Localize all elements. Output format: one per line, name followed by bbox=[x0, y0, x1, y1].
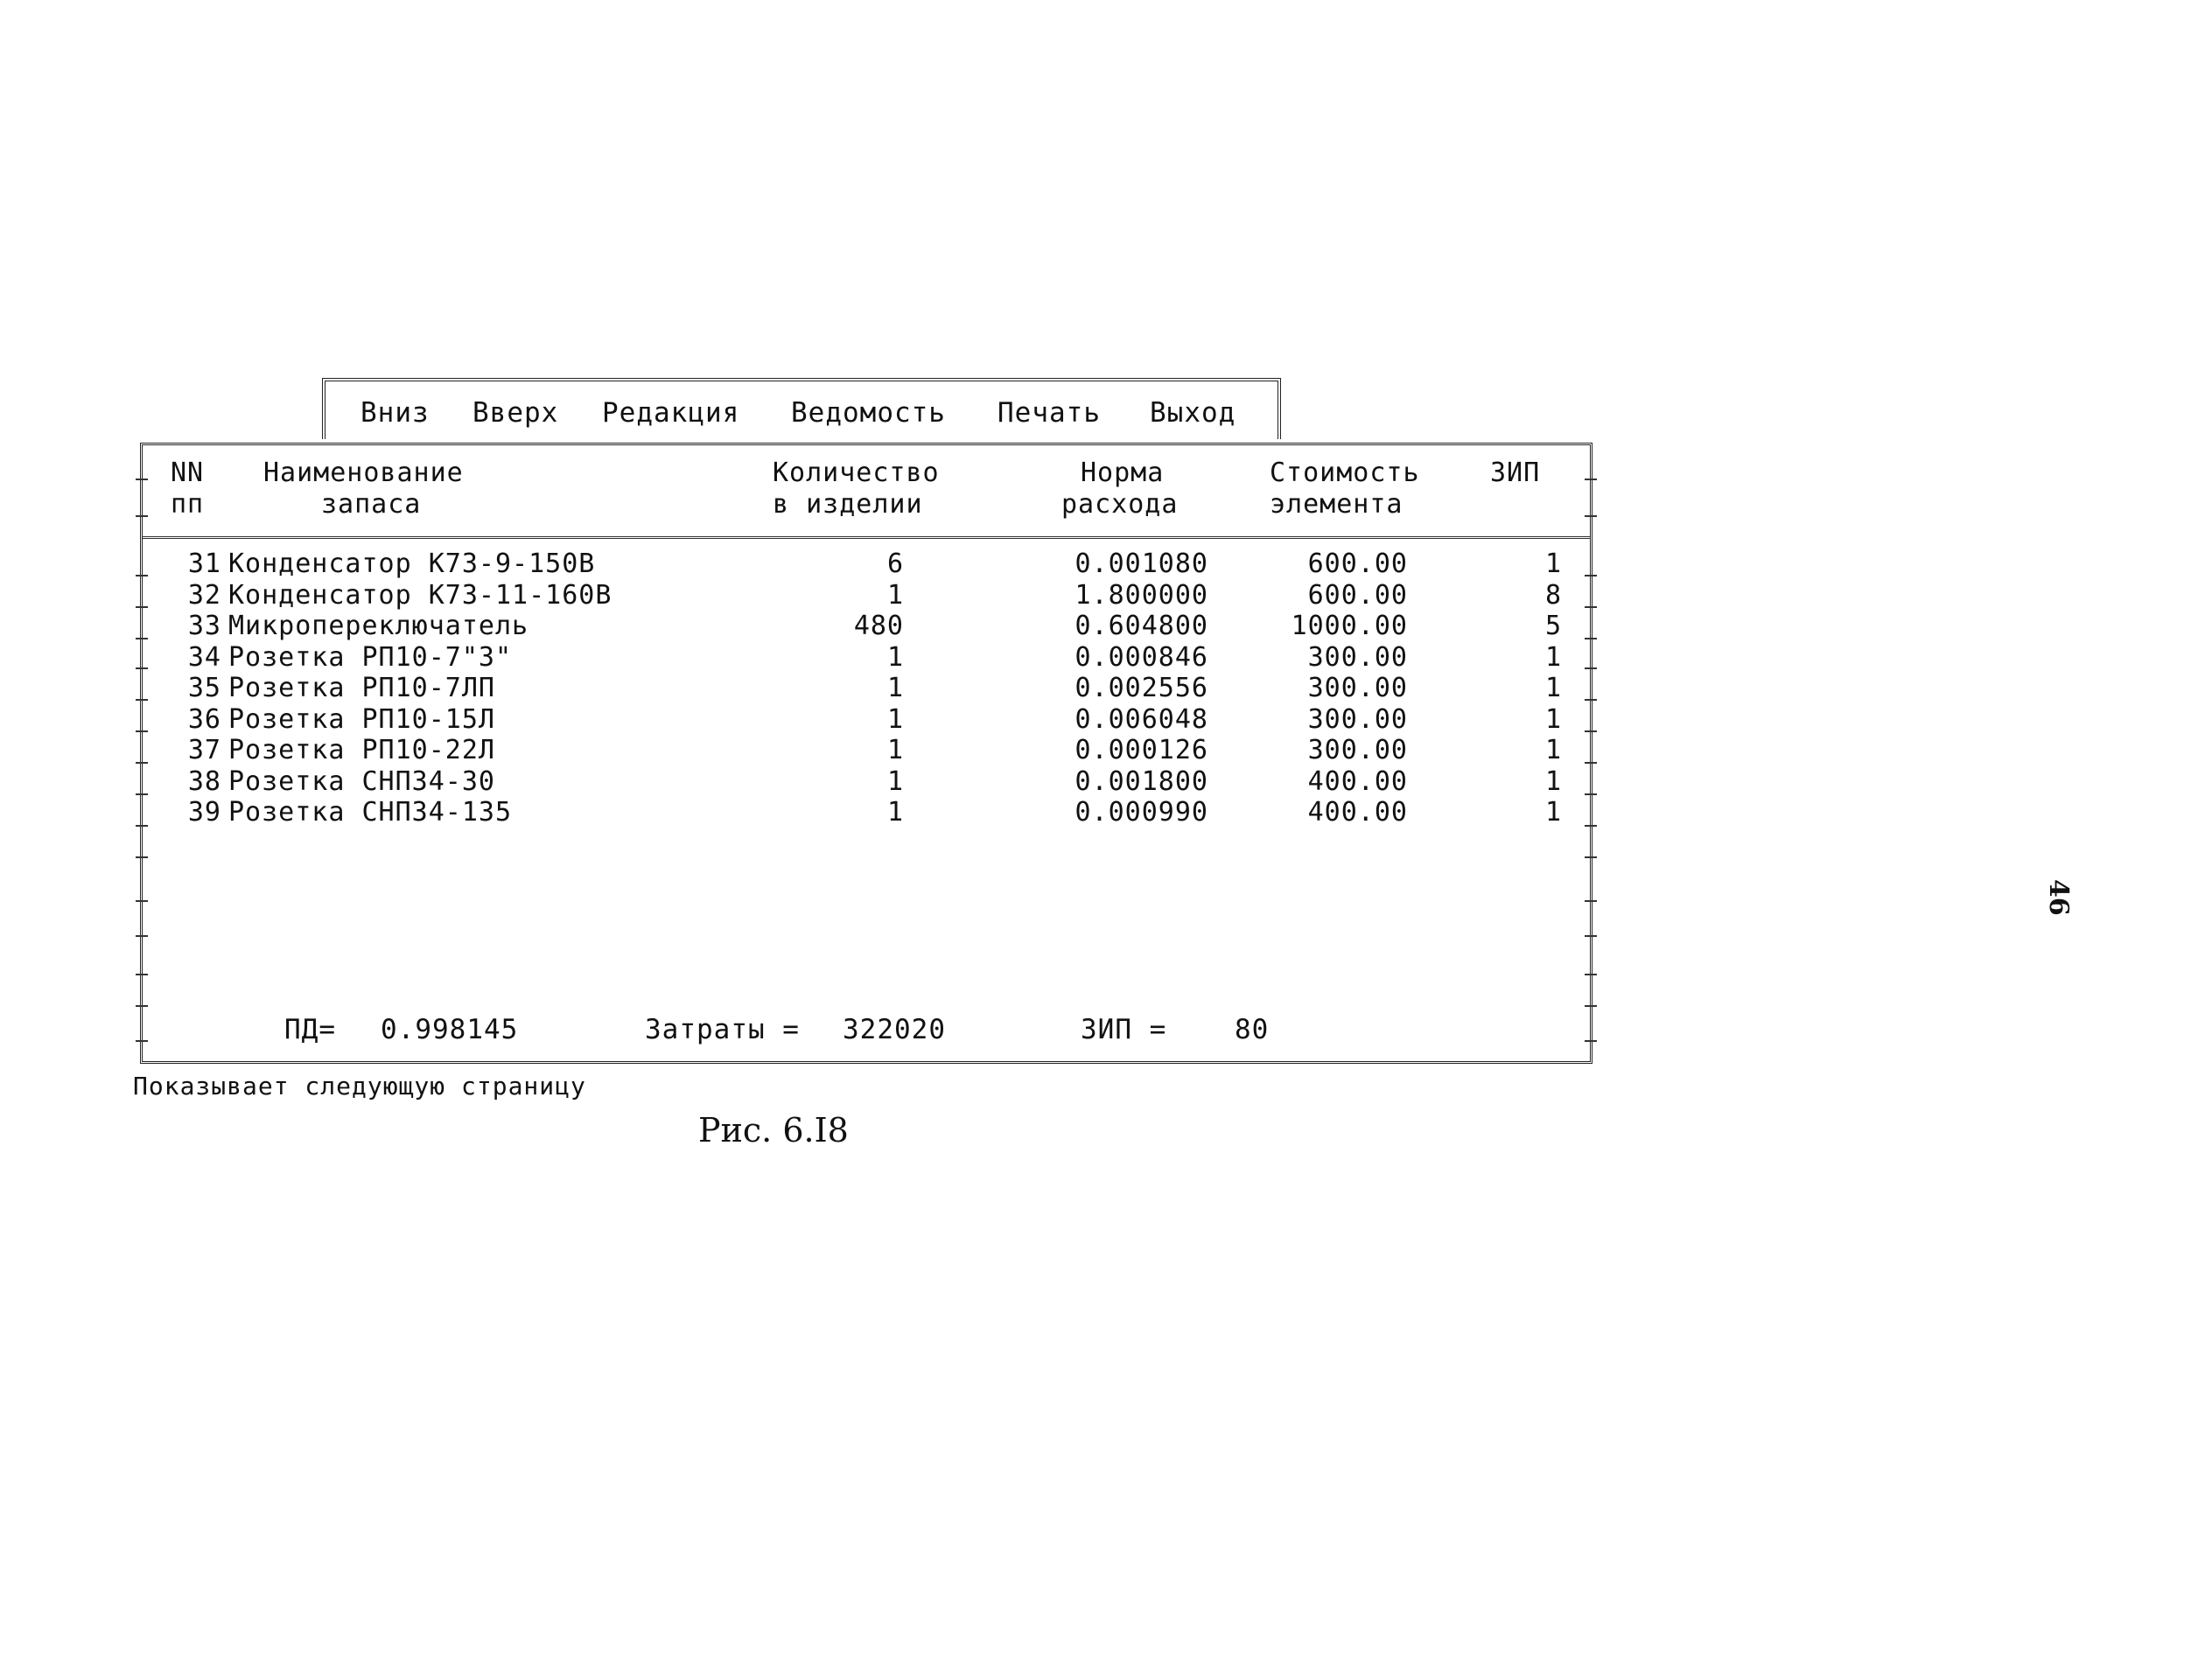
col-head-nn: NN пп bbox=[171, 458, 205, 520]
cell-qty: 1 bbox=[886, 765, 904, 797]
col-head-zip: ЗИП bbox=[1490, 458, 1541, 488]
border-tick bbox=[136, 730, 148, 732]
cell-name: Розетка РП10-15Л bbox=[228, 703, 495, 735]
cell-norm: 0.000846 bbox=[1074, 641, 1208, 673]
border-tick bbox=[1585, 1005, 1597, 1007]
cell-qty: 1 bbox=[886, 735, 904, 765]
border-tick bbox=[136, 699, 148, 701]
menu-bar bbox=[322, 378, 1281, 439]
border-tick bbox=[1585, 667, 1597, 669]
cell-qty: 1 bbox=[886, 797, 904, 828]
border-tick bbox=[136, 1005, 148, 1007]
cell-qty: 6 bbox=[886, 549, 904, 579]
border-tick bbox=[1585, 1040, 1597, 1042]
border-tick bbox=[1585, 825, 1597, 827]
cell-nn: 36 bbox=[187, 703, 221, 735]
menu-edit[interactable]: Редакция bbox=[602, 397, 740, 429]
table-row[interactable] bbox=[143, 766, 1595, 797]
table-row[interactable] bbox=[143, 580, 1595, 611]
border-tick bbox=[136, 825, 148, 827]
cell-cost: 400.00 bbox=[1307, 765, 1408, 797]
border-tick bbox=[1585, 638, 1597, 639]
cell-name: Розетка РП10-7"3" bbox=[228, 641, 513, 673]
border-tick bbox=[1585, 515, 1597, 517]
cell-nn: 38 bbox=[187, 765, 221, 797]
cell-qty: 1 bbox=[886, 673, 904, 703]
col-head-qty: Количество в изделии bbox=[773, 458, 940, 520]
border-tick bbox=[136, 856, 148, 858]
cell-name: Конденсатор К73-11-160В bbox=[228, 579, 612, 611]
cell-zip: 1 bbox=[1544, 797, 1562, 828]
zip-total-label: ЗИП = bbox=[1081, 1014, 1167, 1045]
cell-qty: 1 bbox=[886, 579, 904, 611]
col-head-name: Наименование запаса bbox=[263, 458, 464, 520]
border-tick bbox=[136, 974, 148, 975]
menu-print[interactable]: Печать bbox=[998, 397, 1101, 429]
border-tick bbox=[136, 1040, 148, 1042]
cell-name: Розетка РП10-7ЛП bbox=[228, 673, 495, 703]
cell-cost: 300.00 bbox=[1307, 703, 1408, 735]
border-tick bbox=[136, 515, 148, 517]
cell-name: Розетка РП10-22Л bbox=[228, 735, 495, 765]
cell-name: Розетка СНП34-135 bbox=[228, 797, 513, 828]
cell-norm: 0.001800 bbox=[1074, 765, 1208, 797]
cell-cost: 400.00 bbox=[1307, 797, 1408, 828]
border-tick bbox=[136, 935, 148, 937]
reserve-table bbox=[140, 443, 1592, 1064]
cell-norm: 0.002556 bbox=[1074, 673, 1208, 703]
border-tick bbox=[136, 667, 148, 669]
border-tick bbox=[136, 762, 148, 764]
cell-zip: 1 bbox=[1544, 549, 1562, 579]
cell-qty: 480 bbox=[853, 611, 904, 641]
cell-name: Розетка СНП34-30 bbox=[228, 765, 495, 797]
border-tick bbox=[1585, 856, 1597, 858]
border-tick bbox=[136, 575, 148, 576]
cell-nn: 39 bbox=[187, 797, 221, 828]
pd-value: 0.998145 bbox=[381, 1014, 519, 1045]
table-row[interactable] bbox=[143, 735, 1595, 765]
menu-down[interactable]: Вниз bbox=[360, 397, 430, 429]
header-divider bbox=[143, 536, 1590, 539]
border-tick bbox=[1585, 900, 1597, 902]
cell-norm: 0.000126 bbox=[1074, 735, 1208, 765]
menu-up[interactable]: Вверх bbox=[472, 397, 559, 429]
cell-norm: 0.000990 bbox=[1074, 797, 1208, 828]
cell-nn: 35 bbox=[187, 673, 221, 703]
table-row[interactable] bbox=[143, 797, 1595, 828]
border-tick bbox=[136, 900, 148, 902]
cell-zip: 1 bbox=[1544, 765, 1562, 797]
border-tick bbox=[1585, 606, 1597, 608]
page-number: 46 bbox=[2043, 879, 2074, 916]
cell-nn: 31 bbox=[187, 549, 221, 579]
status-line: Показывает следующую страницу bbox=[133, 1072, 586, 1101]
cell-cost: 300.00 bbox=[1307, 735, 1408, 765]
cell-zip: 1 bbox=[1544, 673, 1562, 703]
menu-statement[interactable]: Ведомость bbox=[791, 397, 946, 429]
border-tick bbox=[1585, 730, 1597, 732]
border-tick bbox=[136, 606, 148, 608]
table-row[interactable] bbox=[143, 549, 1595, 579]
cell-norm: 0.006048 bbox=[1074, 703, 1208, 735]
menu-exit[interactable]: Выход bbox=[1150, 397, 1236, 429]
cell-zip: 1 bbox=[1544, 641, 1562, 673]
cell-cost: 600.00 bbox=[1307, 549, 1408, 579]
cell-cost: 300.00 bbox=[1307, 673, 1408, 703]
cost-value: 322020 bbox=[843, 1014, 946, 1045]
cell-name: Конденсатор К73-9-150В bbox=[228, 549, 596, 579]
border-tick bbox=[1585, 793, 1597, 795]
border-tick bbox=[1585, 479, 1597, 480]
table-row[interactable] bbox=[143, 611, 1595, 641]
col-head-norm: Норма расхода bbox=[1061, 458, 1179, 520]
border-tick bbox=[1585, 699, 1597, 701]
cell-cost: 300.00 bbox=[1307, 641, 1408, 673]
cell-norm: 0.001080 bbox=[1074, 549, 1208, 579]
cell-name: Микропереключатель bbox=[228, 611, 529, 641]
cell-zip: 8 bbox=[1544, 579, 1562, 611]
table-row[interactable] bbox=[143, 642, 1595, 673]
cell-nn: 32 bbox=[187, 579, 221, 611]
zip-total-value: 80 bbox=[1235, 1014, 1270, 1045]
pd-label: ПД= bbox=[284, 1014, 336, 1045]
cell-cost: 600.00 bbox=[1307, 579, 1408, 611]
cost-label: Затраты = bbox=[645, 1014, 800, 1045]
table-row[interactable] bbox=[143, 673, 1595, 703]
border-tick bbox=[136, 479, 148, 480]
figure-caption: Рис. 6.I8 bbox=[698, 1111, 849, 1149]
border-tick bbox=[136, 793, 148, 795]
cell-norm: 1.800000 bbox=[1074, 579, 1208, 611]
cell-nn: 34 bbox=[187, 641, 221, 673]
border-tick bbox=[1585, 575, 1597, 576]
col-head-cost: Стоимость элемента bbox=[1270, 458, 1420, 520]
cell-zip: 5 bbox=[1544, 611, 1562, 641]
cell-qty: 1 bbox=[886, 641, 904, 673]
cell-zip: 1 bbox=[1544, 703, 1562, 735]
cell-nn: 33 bbox=[187, 611, 221, 641]
border-tick bbox=[1585, 762, 1597, 764]
cell-zip: 1 bbox=[1544, 735, 1562, 765]
border-tick bbox=[1585, 974, 1597, 975]
cell-cost: 1000.00 bbox=[1291, 611, 1408, 641]
cell-norm: 0.604800 bbox=[1074, 611, 1208, 641]
table-row[interactable] bbox=[143, 704, 1595, 735]
border-tick bbox=[1585, 935, 1597, 937]
border-tick bbox=[136, 638, 148, 639]
cell-nn: 37 bbox=[187, 735, 221, 765]
cell-qty: 1 bbox=[886, 703, 904, 735]
